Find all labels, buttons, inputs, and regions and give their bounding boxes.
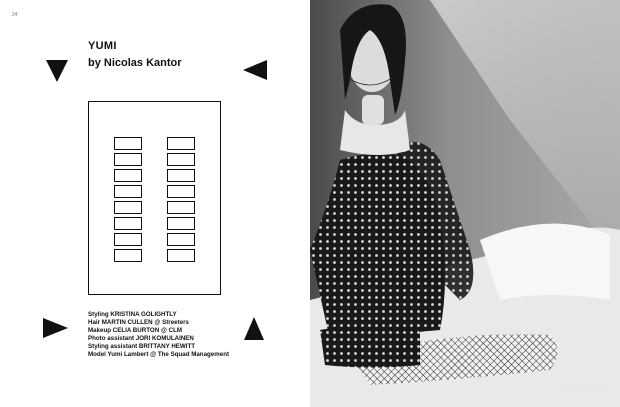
credit-line: Styling assistant BRITTANY HEWITT <box>88 343 196 351</box>
article-byline: by Nicolas Kantor <box>88 57 182 69</box>
credit-line: Makeup CELIA BURTON @ CLM <box>88 327 183 335</box>
grid-rectangle <box>167 169 195 182</box>
grid-rectangle <box>167 153 195 166</box>
grid-rectangle <box>167 201 195 214</box>
credit-line: Styling KRISTINA GOLIGHTLY <box>88 311 177 318</box>
photo-illustration <box>310 0 620 407</box>
credit-line: Hair MARTIN CULLEN @ Streeters <box>88 319 189 327</box>
triangle-up-icon <box>244 317 264 340</box>
page-number: 24 <box>12 12 18 18</box>
rectangle-column-left <box>114 137 142 265</box>
grid-rectangle <box>114 249 142 262</box>
credit-line: Photo assistant JORI KOMULAINEN <box>88 335 194 343</box>
article-title: YUMI <box>88 40 117 52</box>
grid-rectangle <box>167 137 195 150</box>
grid-rectangle <box>167 217 195 230</box>
photo-caption: Polka dot dress SAINT LAURENT by Hedi Slimane; tights WOLFORD <box>540 384 606 393</box>
grid-rectangle <box>114 153 142 166</box>
grid-rectangle <box>114 217 142 230</box>
grid-rectangle <box>167 249 195 262</box>
grid-rectangle <box>114 201 142 214</box>
grid-rectangle <box>114 185 142 198</box>
graphic-frame <box>88 101 221 295</box>
triangle-left-icon <box>243 60 267 80</box>
triangle-right-icon <box>43 318 68 338</box>
rectangle-column-right <box>167 137 195 265</box>
grid-rectangle <box>114 137 142 150</box>
grid-rectangle <box>114 169 142 182</box>
grid-rectangle <box>167 185 195 198</box>
fashion-photo <box>310 0 620 407</box>
grid-rectangle <box>167 233 195 246</box>
triangle-down-icon <box>46 60 68 82</box>
grid-rectangle <box>114 233 142 246</box>
credit-line: Model Yumi Lambert @ The Squad Management <box>88 351 230 359</box>
credits-list <box>88 311 229 360</box>
